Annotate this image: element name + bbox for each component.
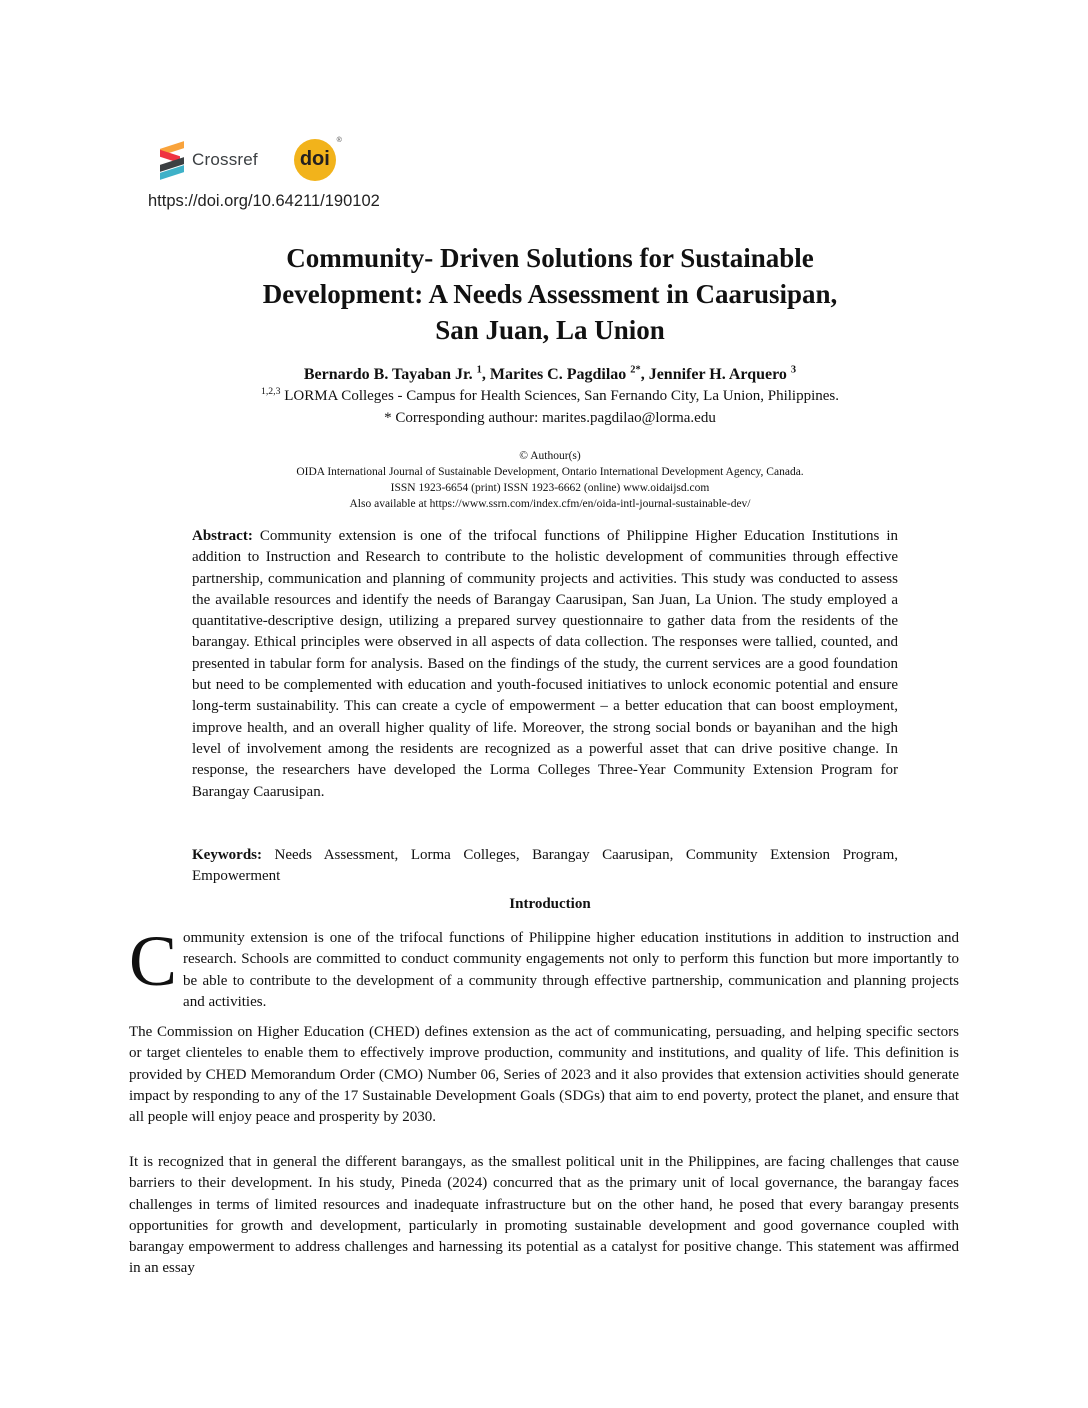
author-affil-mark: 3 [790,364,797,376]
title-line: Community- Driven Solutions for Sustainable [286,243,814,273]
availability-line: Also available at https://www.ssrn.com/index.cfm/en/oida-intl-journal-sustainable-dev/ [349,498,751,510]
author-affil-mark: 1 [476,364,482,376]
abstract-label: Abstract: [192,528,253,544]
paper-title [150,240,950,348]
affiliation [150,388,950,405]
title-line: San Juan, La Union [435,315,665,345]
registered-mark: ® [336,137,342,144]
issn-line: ISSN 1923-6654 (print) ISSN 1923-6662 (online) www.oidaijsd.com [390,482,710,494]
abstract [192,526,898,803]
author-name: Marites C. Pagdilao [489,366,627,383]
keywords-label: Keywords: [192,847,262,863]
drop-cap: C [129,921,178,1001]
author-affil-mark: 2* [630,364,641,376]
paragraph-text: ommunity extension is one of the trifocal functions of Philippine higher education institutions in addition to instruction and research. Schools are committed to conduct community engagements not only to perform this function but more importantly to be able to contribute to the development of a community through effective partnership, communication and planning projects and activities. [183,930,959,1010]
publisher-logos [160,137,342,180]
intro-paragraph: The Commission on Higher Education (CHED) defines extension as the act of communicating, persuading, and helping specific sectors or target clienteles to enable them to effectively improve production, community and institutions, and quality of life. This definition is provided by CHED Memorandum Order (CMO) Number 06, Series of 2023 and it also provides that extension activities should generate impact by responding to any of the 17 Sustainable Development Goals (SDGs) that aim to end poverty, protect the planet, and ensure that all people will enjoy peace and prosperity by 2030. [129,1024,959,1126]
journal-meta [150,448,950,512]
author-list [150,366,950,384]
doi-label: doi [299,147,330,170]
intro-paragraph [129,921,959,1013]
doi-logo[interactable] [294,137,342,181]
crossref-logo[interactable] [160,143,258,177]
author-separator: , [481,366,490,383]
author-name: Bernardo B. Tayaban Jr. [303,366,473,383]
keywords-text: Needs Assessment, Lorma Colleges, Barangay Caarusipan, Community Extension Program, Empowerment [192,847,898,885]
doi-link[interactable]: https://doi.org/10.64211/190102 [148,192,380,210]
author-separator: , [640,366,649,383]
crossref-label: Crossref [192,150,258,169]
corresponding-author: * Corresponding authour: marites.pagdilao@lorma.edu [384,410,716,426]
abstract-text: Community extension is one of the trifocal functions of Philippine Higher Education Institutions in addition to Instruction and Research to contribute to the holistic development of communities through effective partnership, communication and planning of community projects and activities. This study was conducted to assess the available resources and identify the needs of Barangay Caarusipan, San Juan, La Union. The study employed a quantitative-descriptive design, utilizing a prepared survey questionnaire to gather data from the residents of the barangay. Ethical principles were observed in all aspects of data collection. The responses were tallied, counted, and presented in tabular form for analysis. Based on the findings of the study, the current services are a good foundation but need to be complemented with education and youth-focused initiatives to unlock economic potential and ensure long-term sustainability. This can create a cycle of empowerment – a better education that can boost employment, improve health, and an overall higher quality of life. Moreover, the strong social bonds or bayanihan and the high level of involvement among the residents are recognized as a powerful asset that can drive positive change. In response, the researchers have developed the Lorma Colleges Three-Year Community Extension Program for Barangay Caarusipan. [192,528,898,800]
keywords [192,845,898,888]
affiliation-marks: 1,2,3 [260,386,281,397]
section-heading-introduction: Introduction [509,896,591,912]
journal-line: OIDA International Journal of Sustainable Development, Ontario International Development Agency, Canada. [296,466,804,478]
intro-paragraph: It is recognized that in general the different barangays, as the smallest political unit in the Philippines, are facing challenges that cause barriers to their development. In his study, Pineda (2024) concurred that as the primary unit of local governance, the barangay faces challenges in terms of limited resources and inadequate infrastructure but on the other hand, he posed that every barangay presents opportunities for growth and development, particularly in promoting sustainable development and good governance coupled with barangay empowerment to address challenges and harnessing its potential as a catalyst for positive change. This statement was affirmed in an essay [129,1154,959,1277]
crossref-icon [160,143,186,177]
copyright-line: © Authour(s) [519,450,581,462]
author-name: Jennifer H. Arquero [648,366,787,383]
affiliation-text: LORMA Colleges - Campus for Health Sciences, San Fernando City, La Union, Philippines. [284,388,840,404]
title-line: Development: A Needs Assessment in Caarusipan, [262,279,838,309]
